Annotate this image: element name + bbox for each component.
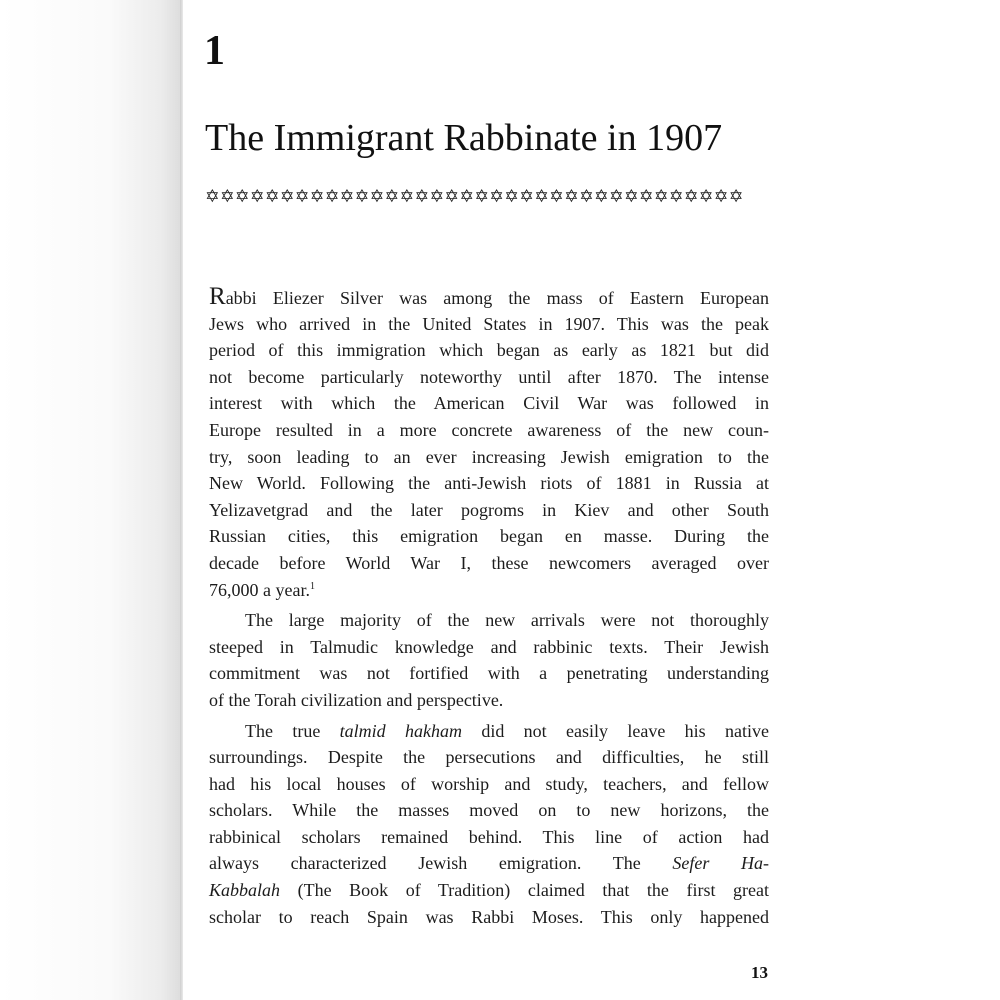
body-text	[209, 284, 769, 930]
text-line: commitment was not fortified with a penetrating understanding	[209, 663, 769, 684]
text-line: scholars. While the masses moved on to new horizons, the	[209, 800, 769, 821]
page-gutter-shadow	[0, 0, 182, 1000]
text-line: always characterized Jewish emigration. The Sefer Ha-	[209, 853, 769, 874]
paragraph	[209, 607, 769, 713]
text-line: surroundings. Despite the persecutions and difficulties, he still	[209, 747, 769, 768]
text-line: interest with which the American Civil War was followed in	[209, 393, 769, 414]
text-line: Jews who arrived in the United States in 1907. This was the peak	[209, 313, 769, 334]
italic-title: Kabbalah	[209, 880, 281, 901]
text-line: Yelizavetgrad and the later pogroms in Kiev and other South	[209, 499, 769, 520]
page-fold-line	[180, 0, 183, 1000]
text-line: Russian cities, this emigration began en masse. During the	[209, 526, 769, 547]
footnote-reference: 1	[309, 580, 315, 592]
text-line: Kabbalah (The Book of Tradition) claimed that the first great	[209, 880, 769, 901]
text-line: steeped in Talmudic knowledge and rabbinic texts. Their Jewish	[209, 636, 769, 657]
drop-cap: R	[209, 283, 226, 310]
text-line: Europe resulted in a more concrete awareness of the new coun-	[209, 419, 769, 440]
star-of-david-ornament-row: ✡✡✡✡✡✡✡✡✡✡✡✡✡✡✡✡✡✡✡✡✡✡✡✡✡✡✡✡✡✡✡✡✡✡✡✡	[205, 186, 744, 206]
text-line: scholar to reach Spain was Rabbi Moses. This only happened	[209, 906, 769, 927]
paragraph	[209, 718, 769, 931]
text-line: 76,000 a year.$^1$	[209, 579, 315, 600]
chapter-title: The Immigrant Rabbinate in 1907	[205, 117, 723, 159]
text-line: had his local houses of worship and study, teachers, and fellow	[209, 773, 769, 794]
text-line: The large majority of the new arrivals were not thoroughly	[245, 610, 769, 631]
text-line: decade before World War I, these newcomers averaged over	[209, 552, 769, 573]
text-line: try, soon leading to an ever increasing Jewish emigration to the	[209, 446, 769, 467]
text-line: of the Torah civilization and perspective.	[209, 689, 504, 710]
text-line: The true talmid hakham did not easily leave his native	[245, 720, 769, 741]
text-line: Rabbi Eliezer Silver was among the mass of Eastern European	[209, 283, 769, 310]
page-number: 13	[751, 963, 768, 982]
text-line: rabbinical scholars remained behind. This line of action had	[209, 826, 769, 847]
italic-term: talmid hakham	[339, 720, 462, 741]
text-line: New World. Following the anti-Jewish riots of 1881 in Russia at	[209, 473, 769, 494]
paragraph	[209, 284, 769, 603]
text-line: period of this immigration which began as early as 1821 but did	[209, 340, 769, 361]
text-line: not become particularly noteworthy until after 1870. The intense	[209, 366, 769, 387]
italic-title: Sefer Ha-	[672, 853, 769, 874]
chapter-number: 1	[204, 28, 225, 74]
